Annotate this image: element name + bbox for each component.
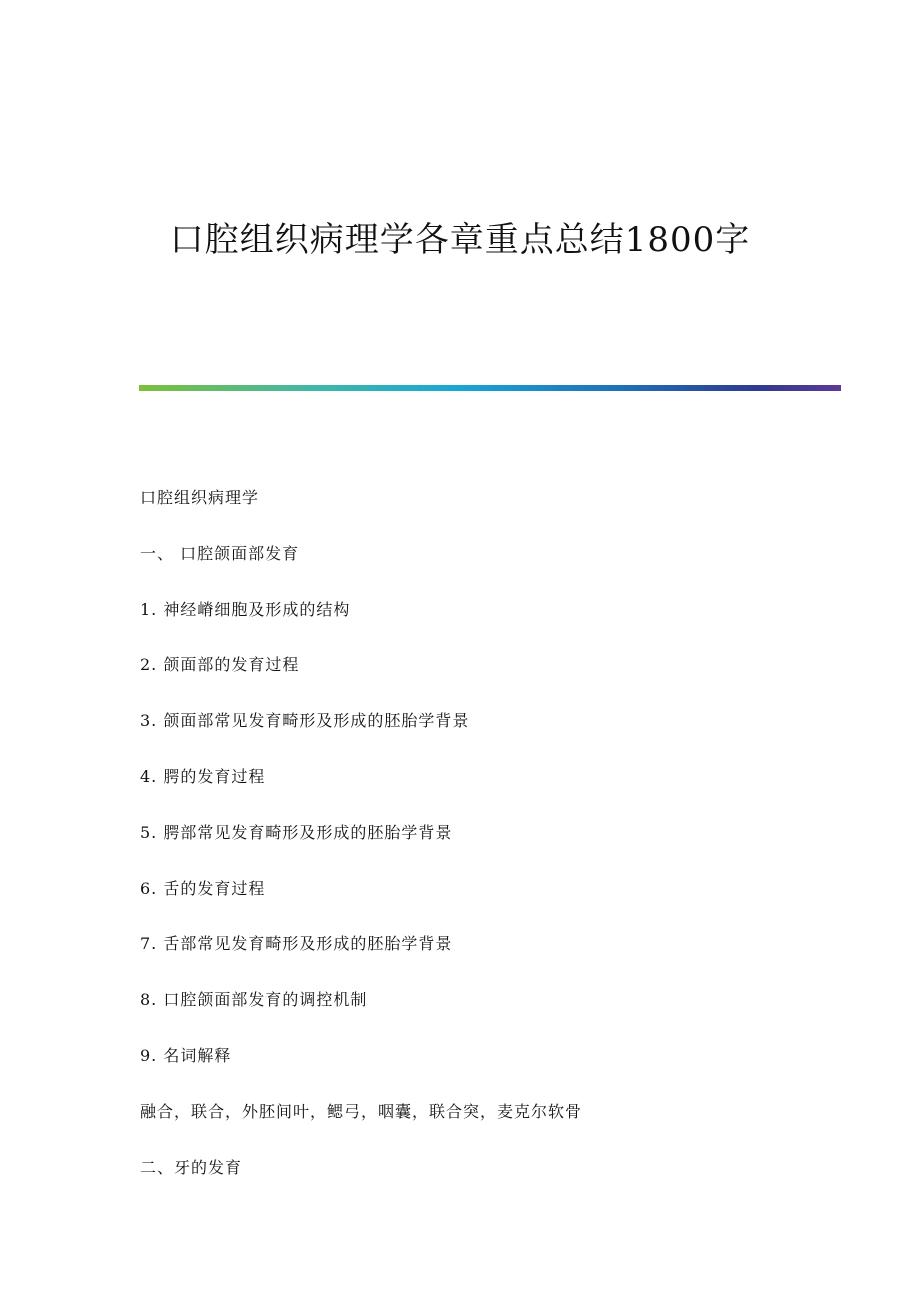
- chapter-heading: 一、 口腔颌面部发育: [140, 543, 300, 563]
- list-item: 6. 舌的发育过程: [140, 878, 266, 898]
- list-item: 3. 颌面部常见发育畸形及形成的胚胎学背景: [140, 711, 470, 731]
- section-heading: 口腔组织病理学: [140, 488, 260, 507]
- list-item: 1. 神经嵴细胞及形成的结构: [140, 599, 351, 619]
- list-item: 4. 腭的发育过程: [140, 766, 266, 786]
- list-item: 7. 舌部常见发育畸形及形成的胚胎学背景: [140, 934, 453, 954]
- list-item: 2. 颌面部的发育过程: [140, 655, 300, 675]
- gradient-divider: [139, 385, 841, 391]
- document-title: 口腔组织病理学各章重点总结1800字: [169, 220, 751, 260]
- chapter-heading: 二、牙的发育: [140, 1157, 243, 1177]
- term-list: 融合，联合，外胚间叶，鳃弓，咽囊，联合突，麦克尔软骨: [140, 1101, 583, 1121]
- list-item: 9. 名词解释: [140, 1045, 232, 1065]
- document-body: [140, 470, 840, 1195]
- list-item: 5. 腭部常见发育畸形及形成的胚胎学背景: [140, 822, 453, 842]
- list-item: 8. 口腔颌面部发育的调控机制: [140, 990, 368, 1010]
